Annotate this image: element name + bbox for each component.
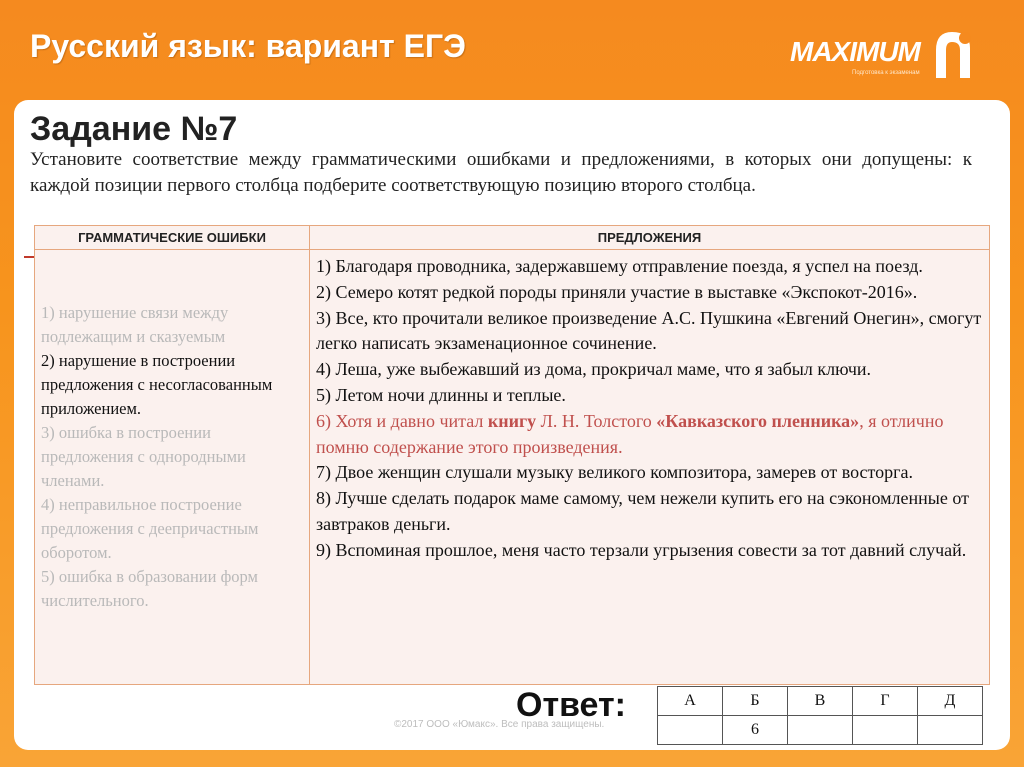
answer-value: 6 — [723, 716, 788, 745]
logo-text: MAXIMUM — [790, 36, 920, 67]
sentence6-bold-title: «Кавказского пленника» — [656, 410, 860, 431]
sentence6-part: , я отлично помню содержание этого произведения. — [316, 410, 944, 457]
error-item: 1) нарушение связи между подлежащим и сказуемым — [41, 303, 229, 346]
answer-letters-row — [658, 687, 983, 716]
sentence-item: 3) Все, кто прочитали великое произведение А.С. Пушкина «Евгений Онегин», смогут легко написать экзаменационное сочинение. — [316, 307, 982, 354]
column-header-errors: ГРАММАТИЧЕСКИЕ ОШИБКИ — [35, 226, 310, 250]
task-title: Задание №7 — [30, 110, 238, 148]
task-instruction: Установите соответствие между грамматическими ошибками и предложениями, в которых они допущены: к каждой позиции первого столбца подберите соответствующую позицию второго столбца. — [30, 149, 972, 196]
sentence-item: 4) Леша, уже выбежавший из дома, прокричал маме, что я забыл ключи. — [316, 359, 872, 380]
slide-title: Русский язык: вариант ЕГЭ — [30, 28, 466, 64]
sentence-item: 5) Летом ночи длинны и теплые. — [316, 384, 566, 405]
answer-value — [918, 716, 983, 745]
task-table — [34, 225, 990, 685]
logo-mark-icon — [930, 28, 974, 82]
sentence6-part: 6) Хотя и давно читал — [316, 410, 488, 431]
answer-value — [853, 716, 918, 745]
sentence-item: 1) Благодаря проводника, задержавшему отправление поезда, я успел на поезд. — [316, 256, 923, 276]
sentence-item: 7) Двое женщин слушали музыку великого композитора, замерев от восторга. — [316, 462, 914, 483]
error-item: 4) неправильное построение предложения с деепричастным оборотом. — [41, 495, 259, 562]
table-header-row — [35, 226, 990, 250]
error-item: 2) нарушение в построении предложения с несогласованным приложением. — [41, 351, 273, 418]
column-header-sentences: ПРЕДЛОЖЕНИЯ — [310, 226, 990, 250]
error-item: 5) ошибка в образовании форм числительного. — [41, 567, 258, 610]
error-item: 3) ошибка в построении предложения с однородными членами. — [41, 423, 246, 490]
sentence-item-highlighted — [316, 409, 983, 461]
answer-letter: Г — [853, 687, 918, 716]
answer-value — [788, 716, 853, 745]
answer-table — [657, 686, 983, 745]
answer-label: Ответ: — [516, 686, 626, 724]
maximum-logo — [790, 28, 980, 84]
sentence-item: 9) Вспоминая прошлое, меня часто терзали угрызения совести за тот давний случай. — [316, 539, 967, 560]
sentence-item: 8) Лучше сделать подарок маме самому, чем нежели купить его на сэкономленные от завтраков деньги. — [316, 488, 969, 534]
answer-letter: А — [658, 687, 723, 716]
sentences-cell — [310, 250, 990, 685]
footer-copyright: ©2017 ООО «Юмакс». Все права защищены. — [394, 719, 605, 730]
sentence-item: 2) Семеро котят редкой породы приняли участие в выставке «Экспокот-2016». — [316, 281, 918, 302]
answer-letter: Б — [723, 687, 788, 716]
sentence6-bold-word: книгу — [487, 410, 537, 431]
answer-letter: В — [788, 687, 853, 716]
answer-letter: Д — [918, 687, 983, 716]
answer-values-row — [658, 716, 983, 745]
logo-tagline: Подготовка к экзаменам — [852, 70, 920, 76]
table-body-row — [35, 250, 990, 685]
sentence6-part: Л. Н. Толстого — [536, 410, 657, 431]
answer-value — [658, 716, 723, 745]
errors-cell — [35, 250, 310, 685]
